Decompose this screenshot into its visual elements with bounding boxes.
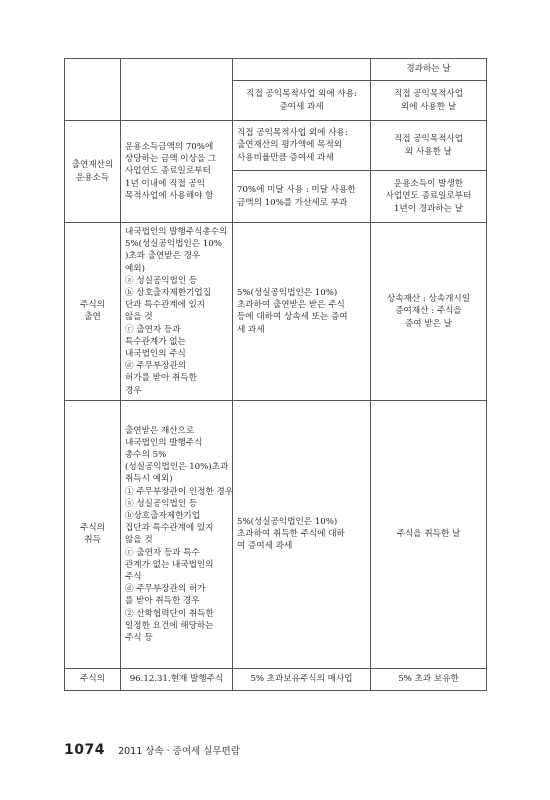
book-title: 2011 상속 · 증여세 실무편람 [118, 746, 240, 757]
continued-date-cell: 경과하는 날 [371, 59, 487, 81]
contribution-condition-cell: 내국법인의 발행주식총수의 5%(성실공익법인은 10% )초과 출연받은 경우 예외) ⓐ 성실공익법인 등 ⓑ 상호출자제한기업집 단과 특수관계에 있지 않을 것 ⓒ 출연자 등과 특수관계가 없는 내국법인의 주식 ⓓ 주무부장관의 허가를 받아 취득한 경우 [121, 223, 233, 401]
income-underuse-penalty-cell: 70%에 미달 사용 : 미달 사용한 금액의 10%를 가산세로 부과 [233, 171, 371, 223]
income-label-cell: 출연재산의 운용소득 [65, 121, 121, 223]
contribution-label-cell: 주식의 출연 [65, 223, 121, 401]
holding-date-cell: 5% 초과 보유한 [371, 668, 487, 690]
continued-tax-cell-empty [233, 59, 371, 81]
acquisition-date-cell: 주식을 취득한 날 [371, 400, 487, 668]
table-row-stock-holding [65, 668, 487, 690]
page-footer [64, 739, 240, 758]
income-condition-cell: 운용소득금액의 70%에 상당하는 금액 이상을 그 사업연도 종료일로부터 1년 이내에 직접 공익 목적사업에 사용해야 함 [121, 121, 233, 223]
table-row-stock-contribution [65, 223, 487, 401]
contribution-date-cell: 상속재산 : 상속개시일 증여재산 : 주식을 증여 받은 날 [371, 223, 487, 401]
continued-condition-cell [121, 59, 233, 121]
holding-tax-cell: 5% 초과보유주식의 매사업 [233, 668, 371, 690]
continued-label-cell [65, 59, 121, 121]
acquisition-label-cell: 주식의 취득 [65, 400, 121, 668]
acquisition-condition-cell: 출연받은 재산으로 내국법인의 발행주식 총수의 5% (성실공익법인은 10%)초과 취득시 예외) ① 주무부장관이 인정한 경우 ⓐ 성실공익법인 등 ⓑ상호출자제한기업 집단과 특수관계에 있지 않을 것 ⓒ 출연자 등과 특수 관계가 없는 내국법인의 주식 ⓓ 주무부장관의 허가 를 받아 취득한 경우 ② 산학협력단이 취득한 일정한 요건에 해당하는 주식 등 [121, 400, 233, 668]
table-row-stock-acquisition [65, 400, 487, 668]
income-non-purpose-tax-cell: 직접 공익목적사업 외에 사용: 출연재산의 평가액에 목적외 사용비율만큼 증여세 과세 [233, 121, 371, 171]
tax-rules-table [64, 58, 487, 691]
table-row-continued-top-a [65, 59, 487, 81]
holding-condition-cell: 96.12.31.현재 발행주식 [121, 668, 233, 690]
holding-label-cell: 주식의 [65, 668, 121, 690]
non-purpose-use-date-cell: 직접 공익목적사업 외에 사용한 날 [371, 81, 487, 121]
income-non-purpose-date-cell: 직접 공익목적사업 외 사용한 날 [371, 121, 487, 171]
contribution-tax-cell: 5%(성실공익법인은 10%) 초과하여 출연받은 받은 주식 등에 대하여 상속세 또는 증여 세 과세 [233, 223, 371, 401]
table-row-income-a [65, 121, 487, 171]
income-underuse-date-cell: 운용소득이 발생한 사업연도 종료일로부터 1년이 경과하는 날 [371, 171, 487, 223]
page-number: 1074 [64, 742, 105, 758]
acquisition-tax-cell: 5%(성실공익법인은 10%) 초과하여 취득한 주식에 대하 여 증여세 과세 [233, 400, 371, 668]
non-purpose-use-tax-cell: 직접 공익목적사업 외에 사용: 증여세 과세 [233, 81, 371, 121]
